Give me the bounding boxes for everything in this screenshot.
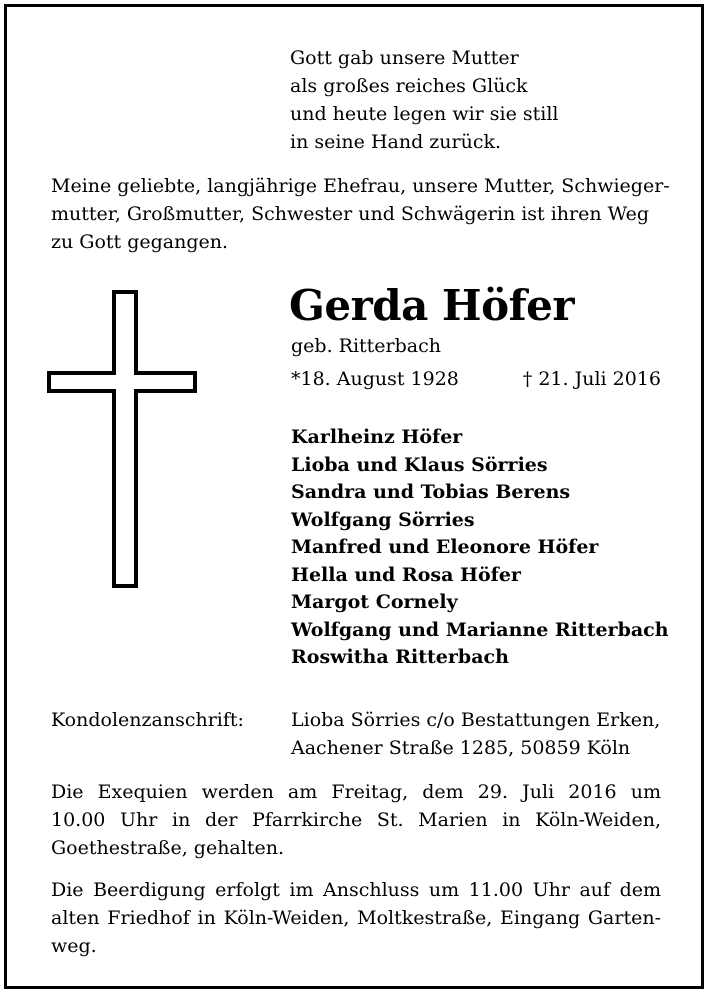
poem-line: in seine Hand zurück.	[290, 131, 502, 153]
mourner-name: Wolfgang Sörries	[291, 508, 475, 531]
mourner-name: Margot Cornely	[291, 591, 458, 613]
death-date: † 21. Juli 2016	[522, 368, 661, 390]
mourner-name: Lioba und Klaus Sörries	[291, 453, 548, 476]
burial-line: weg.	[51, 935, 97, 957]
exequies-line: Die Exequien werden am Freitag, dem 29. Juli 2016 um	[51, 781, 661, 803]
birth-date: *18. August 1928	[291, 368, 459, 390]
condolence-label: Kondolenzanschrift:	[51, 709, 244, 731]
address-line: Aachener Straße 1285, 50859 Köln	[291, 737, 631, 759]
burial-line: alten Friedhof in Köln-Weiden, Moltkestraße, Eingang Garten-	[51, 907, 661, 929]
mourner-name: Manfred und Eleonore Höfer	[291, 536, 599, 558]
mourner-name: Sandra und Tobias Berens	[291, 481, 571, 503]
intro-line: Meine geliebte, langjährige Ehefrau, unsere Mutter, Schwieger-	[51, 175, 670, 197]
mourner-name: Wolfgang und Marianne Ritterbach	[291, 618, 669, 641]
intro-line: zu Gott gegangen.	[51, 231, 229, 253]
address-line: Lioba Sörries c/o Bestattungen Erken,	[291, 709, 661, 731]
exequies-line: Goethestraße, gehalten.	[51, 837, 284, 859]
poem-line: Gott gab unsere Mutter	[290, 47, 519, 69]
exequies-paragraph	[51, 778, 661, 862]
intro-text	[51, 172, 670, 256]
deceased-name: Gerda Höfer	[289, 281, 575, 330]
mourner-name: Karlheinz Höfer	[291, 426, 463, 448]
poem-line: und heute legen wir sie still	[290, 103, 559, 125]
burial-line: Die Beerdigung erfolgt im Anschluss um 11.00 Uhr auf dem	[51, 879, 661, 901]
exequies-line: 10.00 Uhr in der Pfarrkirche St. Marien in Köln-Weiden,	[51, 809, 661, 831]
cross-icon	[47, 290, 197, 588]
condolence-address	[291, 706, 660, 762]
burial-paragraph	[51, 876, 661, 960]
poem-line: als großes reiches Glück	[290, 75, 528, 97]
mourner-name: Roswitha Ritterbach	[291, 646, 509, 668]
maiden-name: geb. Ritterbach	[291, 335, 441, 357]
mourners-list	[291, 424, 669, 672]
mourner-name: Hella und Rosa Höfer	[291, 563, 521, 586]
poem	[290, 44, 559, 156]
intro-line: mutter, Großmutter, Schwester und Schwägerin ist ihren Weg	[51, 203, 650, 225]
